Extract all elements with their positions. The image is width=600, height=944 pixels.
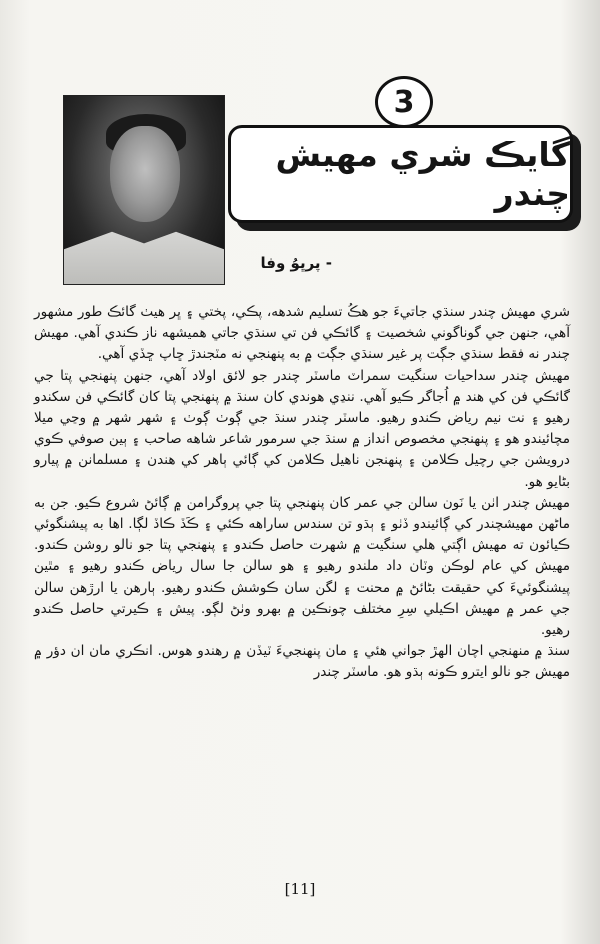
paragraph: مهيش چندر اٺن يا نَون سالن جي عمر کان پنهنجي پتا جي پروگرامن ۾ ڳائڻ شروع ڪيو. جن به ماڻهن مهيشچندر کي ڳائيندو ڏٺو ۽ ٻڌو تن سندس ساراهه ڪئي ۽ ڪَڏ ڪاڏ لڳا. اها به پيشنگوئي ڪيائون ته مهيش اڳتي هلي سنگيت ۾ شهرت حاصل ڪندو ۽ پنهنجي پتا جو نالو روشن ڪندو. مهيش کي عام لوڪن وٽان داد ملندو رهيو ۽ هو سالن جا سال رياض ڪندو رهيو ۽ مٿين پيشنگوئيءَ کي حقيقت بڻائڻ ۾ محنت ۽ لگن سان ڪوشش ڪندو رهيو. ٻارهن يا ارڙهن سالن جي عمر ۾ مهيش اڪيلي سِرِ مختلف چونڪين ۾ بهرو وٺڻ لڳو. پيش ۽ ڪيرتي حاصل ڪندو رهيو.: [34, 494, 570, 639]
chapter-title: گايڪ شري مهيش چندر: [275, 135, 570, 213]
portrait-face: [110, 126, 180, 222]
chapter-number-badge: [375, 76, 433, 128]
chapter-number: 3: [393, 84, 415, 120]
author-portrait-photo: [63, 95, 225, 285]
paragraph: سنڌ ۾ منهنجي اچان الهڙ جواني هئي ۽ مان پنهنجيءَ ٽيڏن ۾ رهندو هوس. انڪري مان ان دؤر ۾ مهيش جو نالو ايترو ڪونه ٻڌو هو. ماسٽر چندر: [34, 643, 570, 681]
article-body: [34, 302, 570, 684]
portrait-shirt: [64, 226, 224, 284]
paragraph: شري مهيش چندر سنڌي جاتيءَ جو هڪُ تسليم شدهه، پڪي، پختي ۽ ڀر هيٺ گائڪ طور مشهور آهي، جنهن جي گوناگوني شخصيت ۽ گائڪي فن تي سنڌي جاتي هميشهه ناز ڪندي آهي. مهيش چندر نه فقط سنڌي جڳت پر غير سنڌي جڳت ۾ به پنهنجي نه مٽجندڙ ڇاپ ڇڏي آهي.: [34, 304, 570, 363]
author-byline: - پرڀوُ وفا: [260, 254, 332, 272]
chapter-title-box: [228, 125, 573, 223]
page-number: [11]: [284, 880, 316, 898]
paragraph: مهيش چندر سداحيات سنگيت سمراٽ ماسٽر چندر جو لائق اولاد آهي، جنهن پنهنجي پتا جي گائڪي فن کي هند ۾ اُجاگر ڪيو آهي. ننڍي هوندي کان سنڌ ۾ پنهنجي پتا کان گائڪي فن سکندو رهيو ۽ نت نيم رياض ڪندو رهيو. ماسٽر چندر سنڌ جي ڳوٺ ڳوٺ ۽ شهر شهر ۾ وڃي ميلا مچائيندو هو ۽ پنهنجي مخصوص انداز ۾ سنڌ جي سرمور شاعر شاهه صاحب ۽ ٻين صوفي ڪوي درويشن جي رچيل ڪلامن ۽ پنهنجن ناهيل ڪلامن کي ڳائي ٻاهر کي هندن ۽ مسلمانن ۾ پيارو بڻايو هو.: [34, 367, 570, 490]
